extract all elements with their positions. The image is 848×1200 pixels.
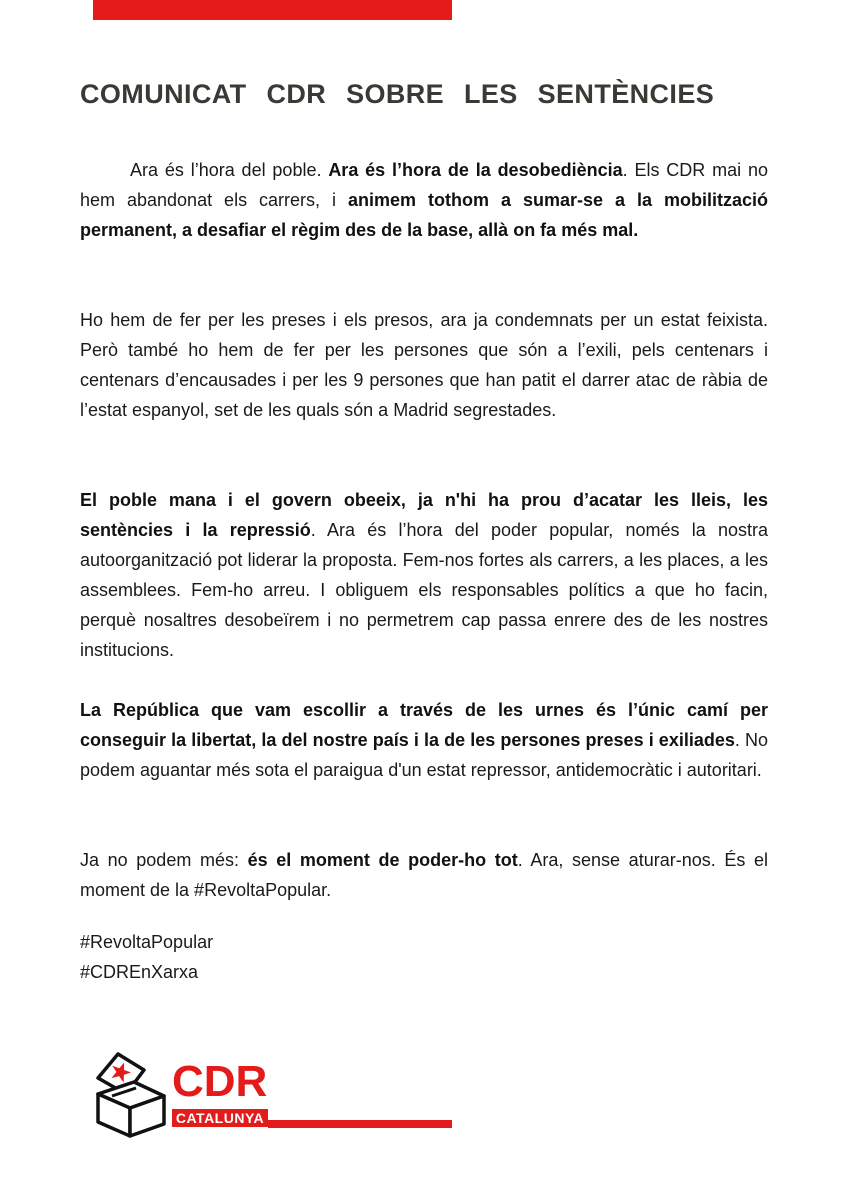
p5-text-2: . Ara, sense aturar-nos. És el moment de la #RevoltaPopular. xyxy=(80,850,768,900)
p3-text-1: . Ara és l’hora del poder popular, només la nostra autoorganització pot liderar la proposta. Fem-nos fortes als carrers, a les places, a les assemblees. Fem-ho arreu. I obliguem els responsables polítics a que ho facin, perquè nosaltres desobeïrem i no permetrem cap passa enrere des de les nostres institucions. xyxy=(80,520,768,660)
page-title: COMUNICAT CDR SOBRE LES SENTÈNCIES xyxy=(80,79,715,109)
p5-bold-1: és el moment de poder-ho tot xyxy=(247,850,518,870)
p3-bold-1: El poble mana i el govern obeeix, ja n'hi ha prou d’acatar les lleis, les sentències i la repressió xyxy=(80,490,768,540)
logo-red-line xyxy=(268,1120,452,1128)
p4-bold-1: La República que vam escollir a través de les urnes és l’únic camí per conseguir la libertat, la del nostre país i la de les persones preses i exiliades xyxy=(80,700,768,750)
cdr-logo xyxy=(90,1050,470,1140)
paragraph-3 xyxy=(80,485,768,665)
p5-text-1: Ja no podem més: xyxy=(80,850,248,870)
hashtag-revolta-popular: #RevoltaPopular xyxy=(80,932,214,952)
logo-subtitle: CATALUNYA xyxy=(172,1109,268,1127)
paragraph-4 xyxy=(80,695,768,785)
ballot-box-star-icon xyxy=(90,1050,170,1140)
p1-bold-1: Ara és l’hora de la desobediència xyxy=(328,160,623,180)
p1-bold-2: animem tothom a sumar-se a la mobilització permanent, a desafiar el règim des de la base, allà on fa més mal. xyxy=(80,190,768,240)
p4-text-1: . No podem aguantar més sota el paraigua d'un estat repressor, antidemocràtic i autoritari. xyxy=(80,730,769,780)
p1-text-1: Ara és l’hora del poble. xyxy=(130,160,329,180)
top-red-bar xyxy=(93,0,452,20)
paragraph-2 xyxy=(80,305,768,425)
paragraph-5 xyxy=(80,845,768,905)
logo-wordmark: CDR xyxy=(172,1057,268,1106)
p2-text-1: Ho hem de fer per les preses i els presos, ara ja condemnats per un estat feixista. Però també ho hem de fer per les persones que són a l’exili, pels centenars i centenars d’encausades i per les 9 persones que han patit el darrer atac de ràbia de l’estat espanyol, set de les quals són a Madrid segrestades. xyxy=(80,310,768,420)
paragraph-1 xyxy=(80,155,768,245)
hashtag-list xyxy=(80,927,213,987)
hashtag-cdr-en-xarxa: #CDREnXarxa xyxy=(80,962,199,982)
p1-text-2: . Els CDR mai no hem abandonat els carrers, i xyxy=(80,160,768,210)
